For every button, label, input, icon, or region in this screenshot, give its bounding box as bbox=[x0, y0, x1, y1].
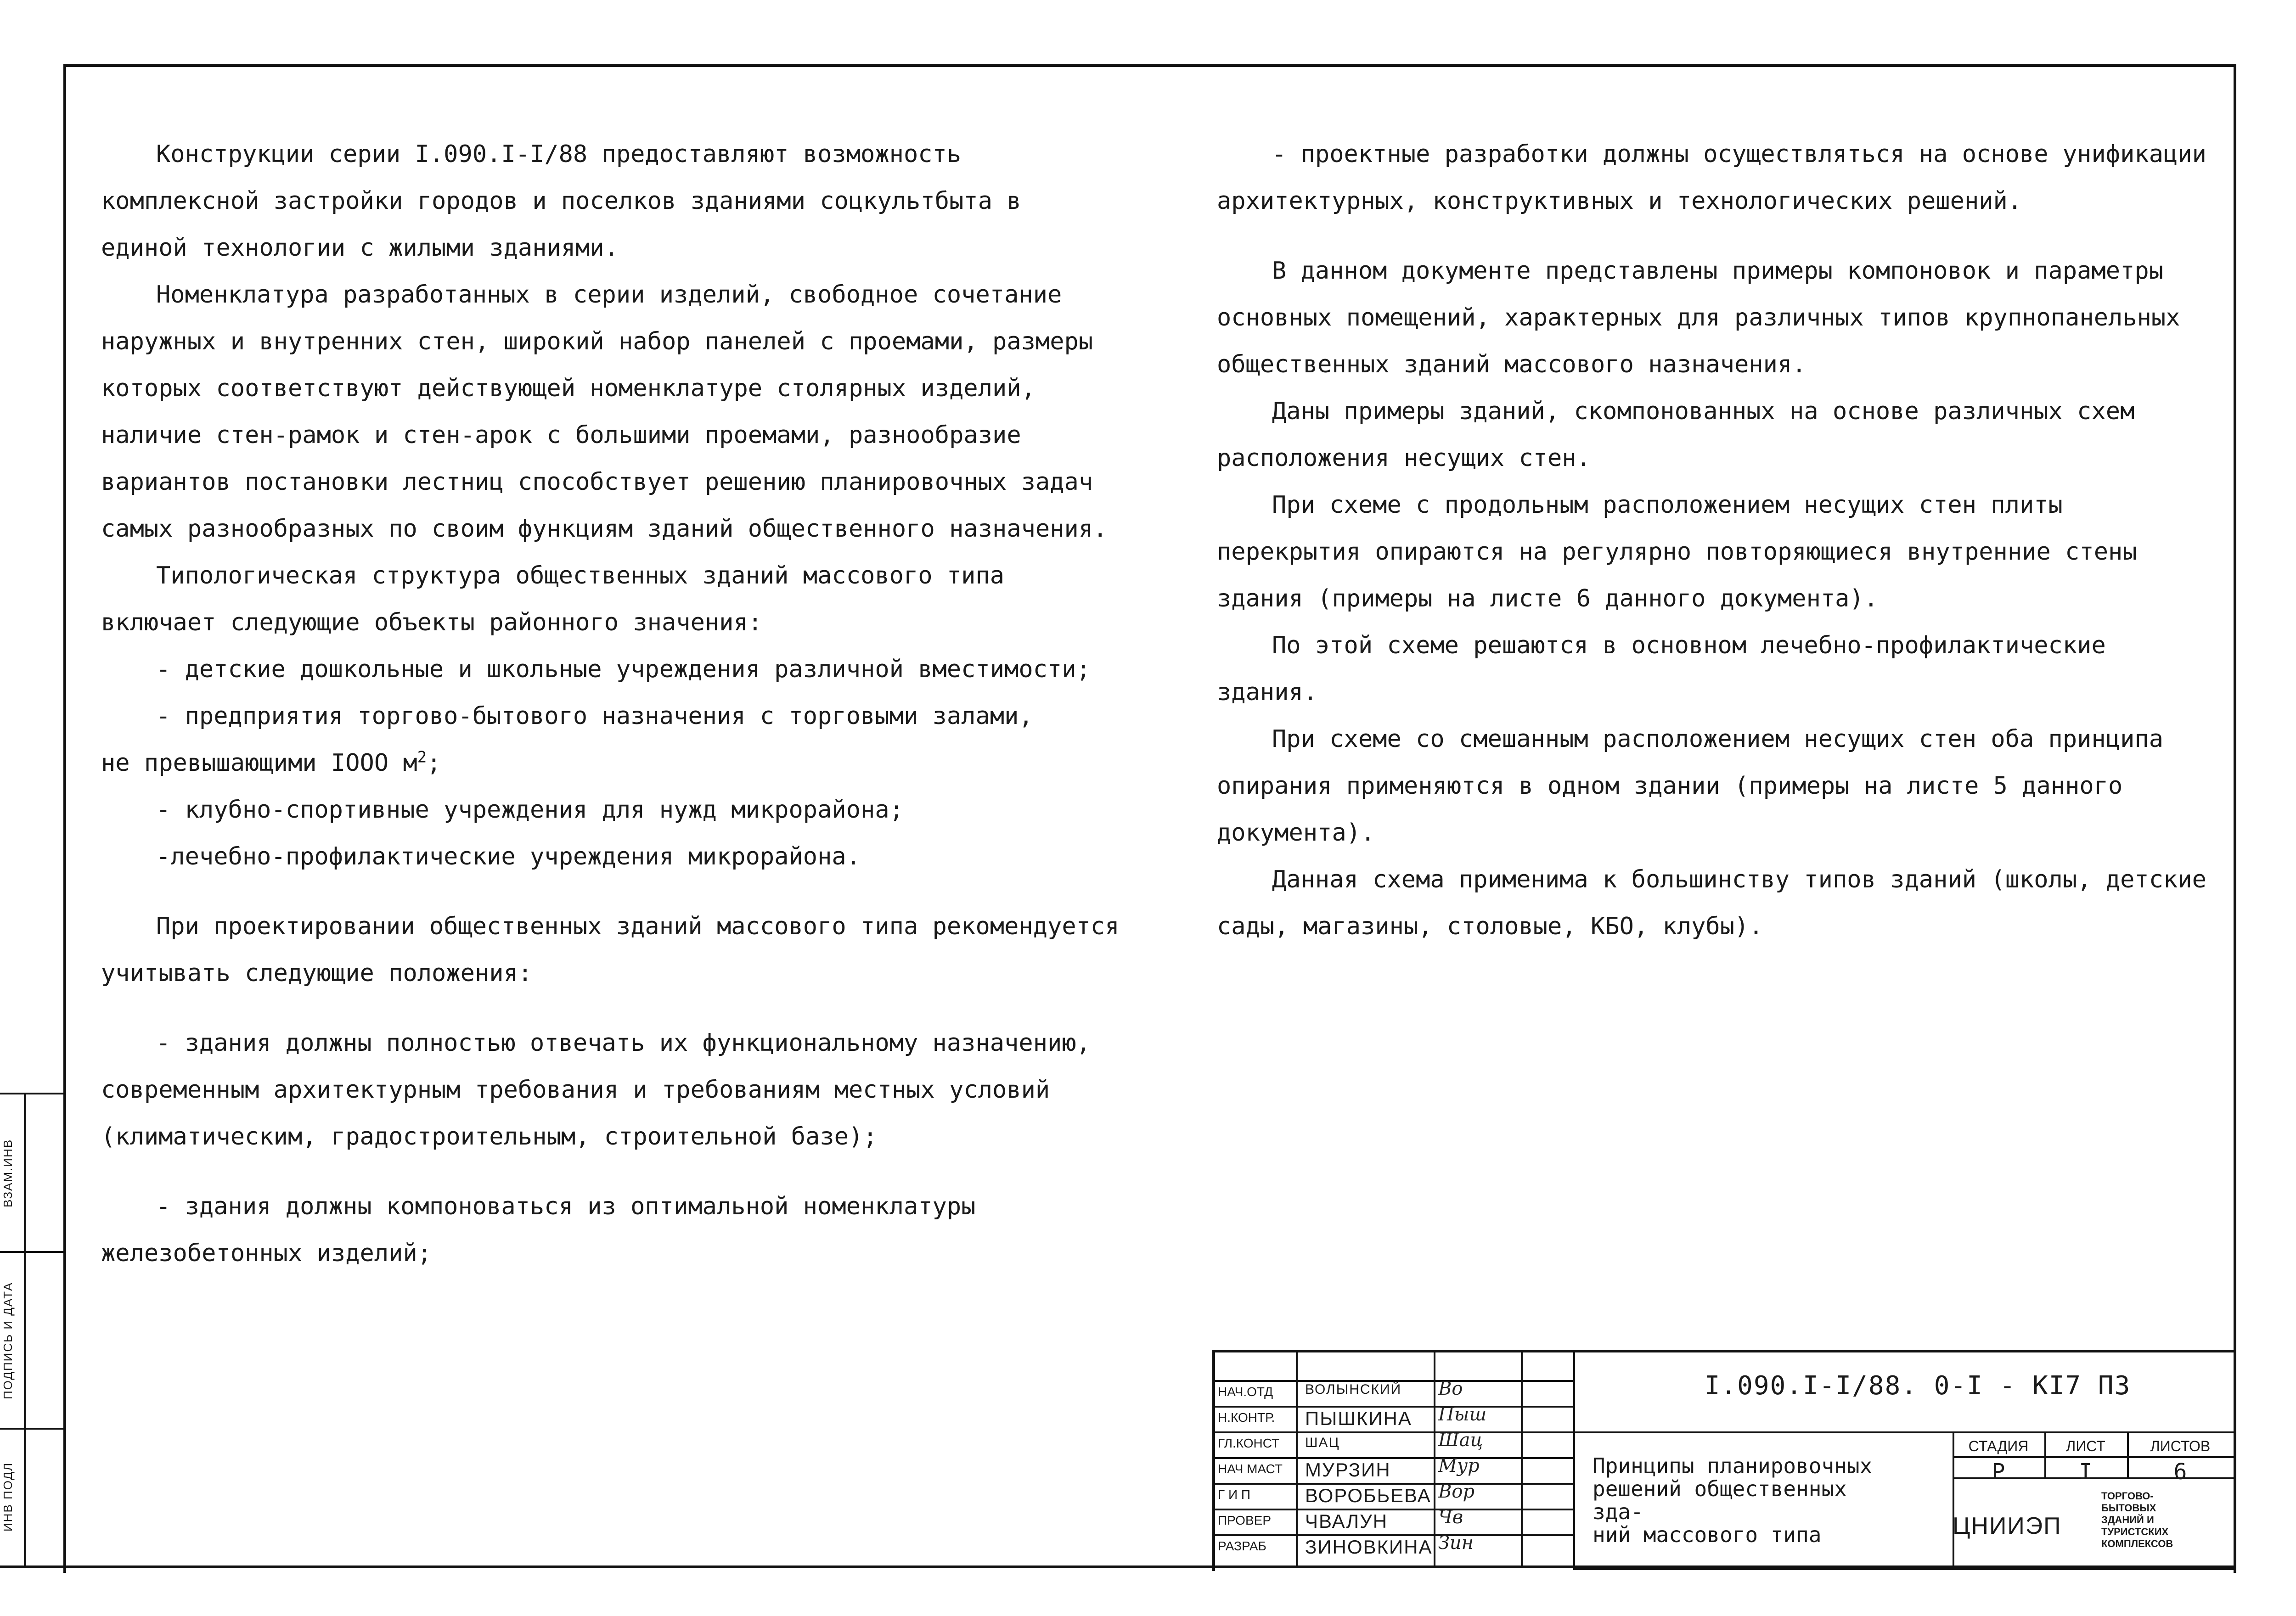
document-title-line: Принципы планировочных bbox=[1593, 1453, 1873, 1478]
person-name: ПЫШКИНА bbox=[1305, 1408, 1412, 1429]
document-title bbox=[1593, 1454, 1886, 1546]
organization-subtitle-line: ТОРГОВО- bbox=[2101, 1490, 2154, 1502]
paragraph: При схеме со смешанным расположением несущих стен оба принципа опирания применяются в одном здании (примеры на листе 5 данного документа). bbox=[1217, 725, 2164, 847]
list-item: - предприятия торгово-бытового назначения с торговыми залами, bbox=[156, 702, 1033, 730]
organization-subtitle-line: БЫТОВЫХ bbox=[2101, 1502, 2156, 1514]
role-label: РАЗРАБ bbox=[1218, 1539, 1266, 1553]
paragraph: Типологическая структура общественных зданий массового типа включает следующие объекты районного значения: bbox=[101, 562, 1005, 636]
side-stamp-line bbox=[0, 1428, 63, 1430]
signature: Пыш bbox=[1438, 1404, 1487, 1425]
document-title-line: ний массового типа bbox=[1593, 1522, 1822, 1547]
signature: Зин bbox=[1438, 1532, 1474, 1554]
side-stamp-divider bbox=[24, 1093, 26, 1566]
signature: Чв bbox=[1438, 1507, 1463, 1528]
grid-line bbox=[1573, 1352, 1575, 1568]
document-code: I.090.I-I/88. 0-I - KI7 ПЗ bbox=[1704, 1371, 2131, 1401]
signature: Bo bbox=[1438, 1378, 1463, 1399]
side-stamp-line bbox=[0, 1251, 63, 1253]
side-stamp-line bbox=[0, 1093, 63, 1094]
person-name: ВОЛЫНСКИЙ bbox=[1305, 1382, 1402, 1397]
organization-subtitle-line: КОМПЛЕКСОВ bbox=[2101, 1538, 2173, 1549]
paragraph: По этой схеме решаются в основном лечебно-профилактические здания. bbox=[1217, 632, 2106, 706]
sheets-header: ЛИСТОВ bbox=[2150, 1438, 2211, 1454]
left-text-column bbox=[101, 131, 1120, 1277]
side-stamp-label: ПОДПИСЬ И ДАТА bbox=[1, 1282, 15, 1399]
signature: Мур bbox=[1438, 1455, 1480, 1476]
list-item: - здания должны компоноваться из оптимальной номенклатуры железобетонных изделий; bbox=[101, 1193, 976, 1267]
grid-line bbox=[1573, 1568, 2234, 1570]
list-item: - здания должны полностью отвечать их функциональному назначению, современным архитектурным требования и требованиям местных условий (климатическим, градостроительным, строительной базе); bbox=[101, 1029, 1091, 1150]
person-name: ШАЦ bbox=[1305, 1435, 1340, 1450]
side-stamp-label: ИНВ ПОДЛ bbox=[1, 1462, 15, 1532]
signature: Вор bbox=[1438, 1481, 1475, 1502]
sheet-header: ЛИСТ bbox=[2066, 1438, 2105, 1454]
document-title-line: решений общественных зда- bbox=[1593, 1476, 1847, 1524]
list-item: - проектные разработки должны осуществляться на основе унификации архитектурных, конструктивных и технологических решений. bbox=[1217, 140, 2206, 215]
role-label: НАЧ.ОТД bbox=[1218, 1385, 1273, 1399]
paragraph: При схеме с продольным расположением несущих стен плиты перекрытия опираются на регулярно повторяющиеся внутренние стены здания (примеры на листе 6 данного документа). bbox=[1217, 491, 2137, 612]
person-name: ВОРОБЬЕВА bbox=[1305, 1485, 1431, 1506]
person-name: ЗИНОВКИНА bbox=[1305, 1536, 1433, 1558]
side-stamp bbox=[0, 1093, 63, 1566]
list-item-text: не превышающими IOOO м bbox=[101, 749, 417, 777]
grid-line bbox=[1953, 1456, 2234, 1458]
title-block bbox=[1212, 1350, 2234, 1571]
paragraph: При проектировании общественных зданий массового типа рекомендуется учитывать следующие положения: bbox=[101, 913, 1120, 987]
list-item: - детские дошкольные и школьные учреждения различной вместимости; bbox=[156, 656, 1091, 683]
person-name: МУРЗИН bbox=[1305, 1459, 1391, 1481]
superscript: 2 bbox=[417, 748, 427, 767]
signature: Шац bbox=[1438, 1430, 1483, 1451]
punctuation: ; bbox=[427, 749, 441, 777]
organization-name: ЦНИИЭП bbox=[1953, 1513, 2062, 1539]
role-label: НАЧ МАСТ bbox=[1218, 1462, 1283, 1476]
paragraph: Даны примеры зданий, скомпонованных на основе различных схем расположения несущих стен. bbox=[1217, 398, 2135, 472]
list-item: - клубно-спортивные учреждения для нужд микрорайона; bbox=[156, 796, 904, 824]
sheets-value: 6 bbox=[2173, 1459, 2187, 1485]
organization-subtitle-line: ТУРИСТСКИХ bbox=[2101, 1526, 2169, 1537]
person-name: ЧВАЛУН bbox=[1305, 1510, 1388, 1532]
grid-line bbox=[1215, 1431, 2234, 1433]
role-label: Н.КОНТР. bbox=[1218, 1410, 1275, 1425]
organization-subtitle bbox=[2101, 1490, 2216, 1550]
sheet-value: I bbox=[2079, 1459, 2093, 1485]
paragraph: Номенклатура разработанных в серии изделий, свободное сочетание наружных и внутренних стен, широкий набор панелей с проемами, размеры которых соответствуют действующей номенклатуре столярных изделий, наличие стен-рамок и стен-арок с большими проемами, разнообразие вариантов постановки лестниц способствует решению планировочных задач самых разнообразных по своим функциям зданий общественного назначения. bbox=[101, 281, 1108, 543]
paragraph: В данном документе представлены примеры компоновок и параметры основных помещений, характерных для различных типов крупнопанельных общественных зданий массового назначения. bbox=[1217, 257, 2180, 378]
organization-subtitle-line: ЗДАНИЙ И bbox=[2101, 1514, 2154, 1526]
role-label: ПРОВЕР bbox=[1218, 1513, 1271, 1527]
paragraph: Конструкции серии I.090.I-I/88 предоставляют возможность комплексной застройки городов и поселков зданиями соцкультбыта в единой технологии с жилыми зданиями. bbox=[101, 140, 1021, 262]
stage-header: СТАДИЯ bbox=[1968, 1438, 2029, 1454]
list-item-continuation bbox=[101, 740, 1120, 786]
side-stamp-label: ВЗАМ.ИНВ bbox=[1, 1139, 15, 1207]
stage-value: Р bbox=[1992, 1459, 2005, 1485]
role-label: Г И П bbox=[1218, 1487, 1250, 1502]
list-item: -лечебно-профилактические учреждения микрорайона. bbox=[156, 843, 861, 870]
role-label: ГЛ.КОНСТ bbox=[1218, 1436, 1280, 1450]
paragraph: Данная схема применима к большинству типов зданий (школы, детские сады, магазины, столовые, КБО, клубы). bbox=[1217, 866, 2206, 940]
right-text-column bbox=[1217, 131, 2218, 950]
